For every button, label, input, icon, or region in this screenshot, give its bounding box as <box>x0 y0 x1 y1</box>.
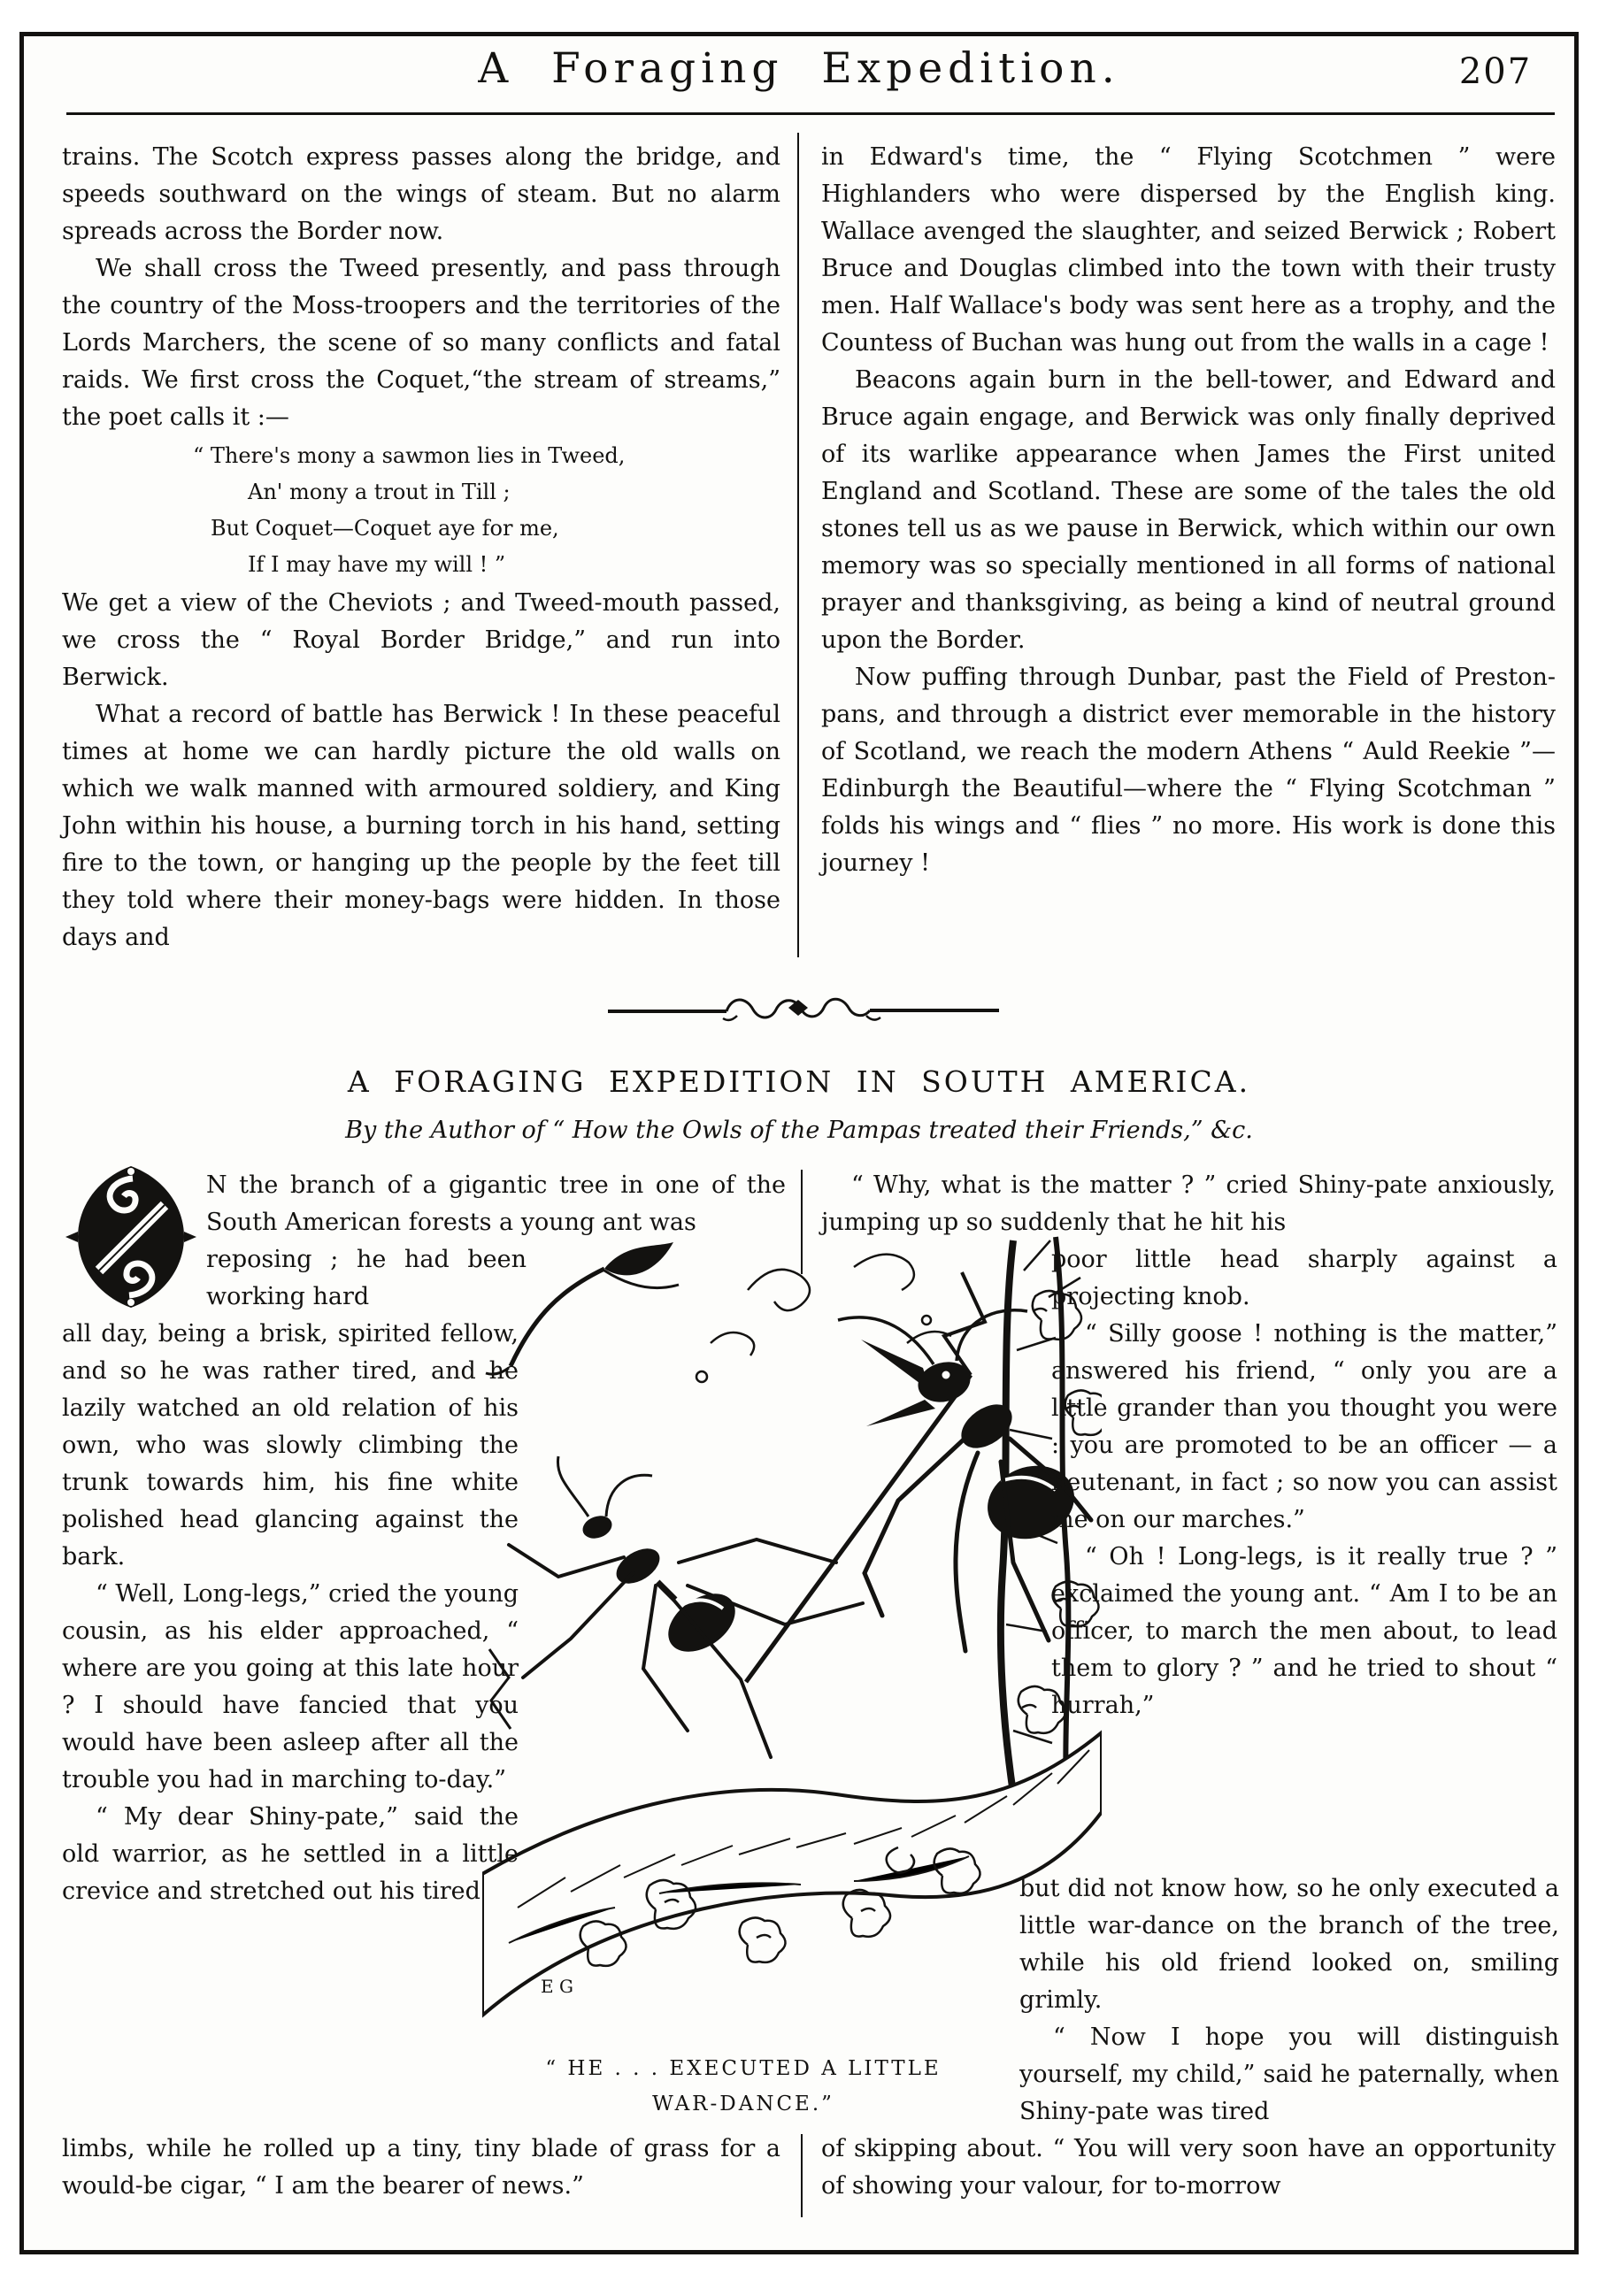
illustration-drawing <box>482 1235 1102 2042</box>
paragraph: “ Well, Long-legs,” cried the young cousin, as his elder approached, “ where are you going at this late hour ? I should have fancied that you would have been asleep after all the trouble you had in marching to-day.” <box>62 1580 519 1793</box>
paragraph: in Edward's time, the “ Flying Scotchmen ” were Highlanders who were dispersed by the English king. Wallace avenged the slaughter, and seized Berwick ; Robert Bruce and Douglas climbed into the town with their trusty men. Half Wallace's body was sent here as a trophy, and the Countess of Buchan was hung out from the walls in a cage ! <box>821 143 1556 357</box>
poem-quotation <box>193 438 780 583</box>
engraver-initials: E G <box>541 1976 573 1997</box>
poem-line: “ There's mony a sawmon lies in Tweed, <box>193 443 626 468</box>
paragraph: poor little head sharply against a projecting knob. <box>1051 1246 1557 1310</box>
column-divider-lower-top <box>801 1170 803 1274</box>
ornamental-drop-cap <box>64 1163 198 1311</box>
section-divider-ornament <box>604 989 1003 1025</box>
caption-line: “ HE . . . EXECUTED A LITTLE <box>545 2057 942 2080</box>
paragraph: “ Now I hope you will distinguish yourself, my child,” said he paternally, when Shiny-pate was tired <box>1019 2023 1559 2125</box>
paragraph: We get a view of the Cheviots ; and Tweed-mouth passed, we cross the “ Royal Border Bridge,” and run into Berwick. <box>62 589 780 691</box>
paragraph: all day, being a brisk, spirited fellow, and so he was rather tired, and he lazily watched an old relation of his own, who was slowly climbing the trunk towards him, his fine white polished head glancing against the bark. <box>62 1320 519 1570</box>
running-title: A Foraging Expedition. <box>478 44 1120 93</box>
article-byline: By the Author of “ How the Owls of the Pampas treated their Friends,” &c. <box>345 1117 1253 1144</box>
paragraph: but did not know how, so he only executed a little war-dance on the branch of the tree, while his old friend looked on, smiling grimly. <box>1019 1875 1559 2014</box>
paragraph: Beacons again burn in the bell-tower, and Edward and Bruce again engage, and Berwick was only finally deprived of its warlike appearance when James the First united England and Scotland. These are some of the tales the old stones tell us as we pause in Berwick, which within our own memory was so specially mentioned in all forms of national prayer and thanksgiving, as being a kind of neutral ground upon the Border. <box>821 366 1556 654</box>
poem-line: But Coquet—Coquet aye for me, <box>211 516 559 541</box>
poem-line: An' mony a trout in Till ; <box>248 480 511 504</box>
bottom-left-lead-narrow: reposing ; he had been working hard <box>206 1246 527 1310</box>
bottom-right-wide-column <box>1019 1870 1559 2131</box>
bottom-right-tail: of skipping about. “ You will very soon have an opportunity of showing your valour, for to-morrow <box>821 2135 1556 2200</box>
bottom-left-lead: N the branch of a gigantic tree in one of the South American forests a young ant was <box>206 1171 786 1236</box>
column-divider-top <box>797 133 799 957</box>
bottom-left-column <box>62 1316 519 1910</box>
bottom-right-lead: “ Why, what is the matter ? ” cried Shiny-pate anxiously, jumping up so suddenly that he hit his <box>821 1171 1556 1236</box>
paragraph: “ My dear Shiny-pate,” said the old warrior, as he settled in a little crevice and stretched out his tired <box>62 1803 519 1905</box>
top-left-column <box>62 139 780 956</box>
paragraph: What a record of battle has Berwick ! In these peaceful times at home we can hardly picture the old walls on which we walk manned with armoured soldiery, and King John within his house, a burning torch in his hand, setting fire to the town, or hanging up the people by the feet till they told where their money-bags were hidden. In those days and <box>62 701 780 951</box>
caption-line: WAR-DANCE.” <box>652 2093 834 2116</box>
column-divider-lower-bottom <box>801 2134 803 2217</box>
bottom-left-tail: limbs, while he rolled up a tiny, tiny blade of grass for a would-be cigar, “ I am the bearer of news.” <box>62 2135 780 2200</box>
paragraph: We shall cross the Tweed presently, and pass through the country of the Moss-troopers and the territories of the Lords Marchers, the scene of so many conflicts and fatal raids. We first cross the Coquet,“the stream of streams,” the poet calls it :— <box>62 255 780 431</box>
page-number: 207 <box>1458 51 1533 92</box>
ant-war-dance-illustration <box>482 1235 1102 2042</box>
header-rule <box>66 112 1555 115</box>
paragraph: trains. The Scotch express passes along the bridge, and speeds southward on the wings of steam. But no alarm spreads across the Border now. <box>62 143 780 245</box>
paragraph: “ Silly goose ! nothing is the matter,” answered his friend, “ only you are a little grander than you thought you were : you are promoted to be an officer — a lieutenant, in fact ; so now you can assist me on our marches.” <box>1051 1320 1557 1533</box>
bottom-right-narrow-column <box>1051 1241 1557 1724</box>
illustration-caption <box>491 2051 996 2122</box>
article-title: A FORAGING EXPEDITION IN SOUTH AMERICA. <box>347 1064 1251 1099</box>
top-right-column <box>821 139 1556 882</box>
paragraph: Now puffing through Dunbar, past the Field of Preston-pans, and through a district ever memorable in the history of Scotland, we reach the modern Athens “ Auld Reekie ”—Edinburgh the Beautiful—where the “ Flying Scotchman ” folds his wings and “ flies ” no more. His work is done this journey ! <box>821 664 1556 877</box>
poem-line: If I may have my will ! ” <box>248 552 506 577</box>
paragraph: “ Oh ! Long-legs, is it really true ? ” exclaimed the young ant. “ Am I to be an officer, to march the men about, to lead them to glory ? ” and he tried to shout “ hurrah,” <box>1051 1543 1557 1719</box>
